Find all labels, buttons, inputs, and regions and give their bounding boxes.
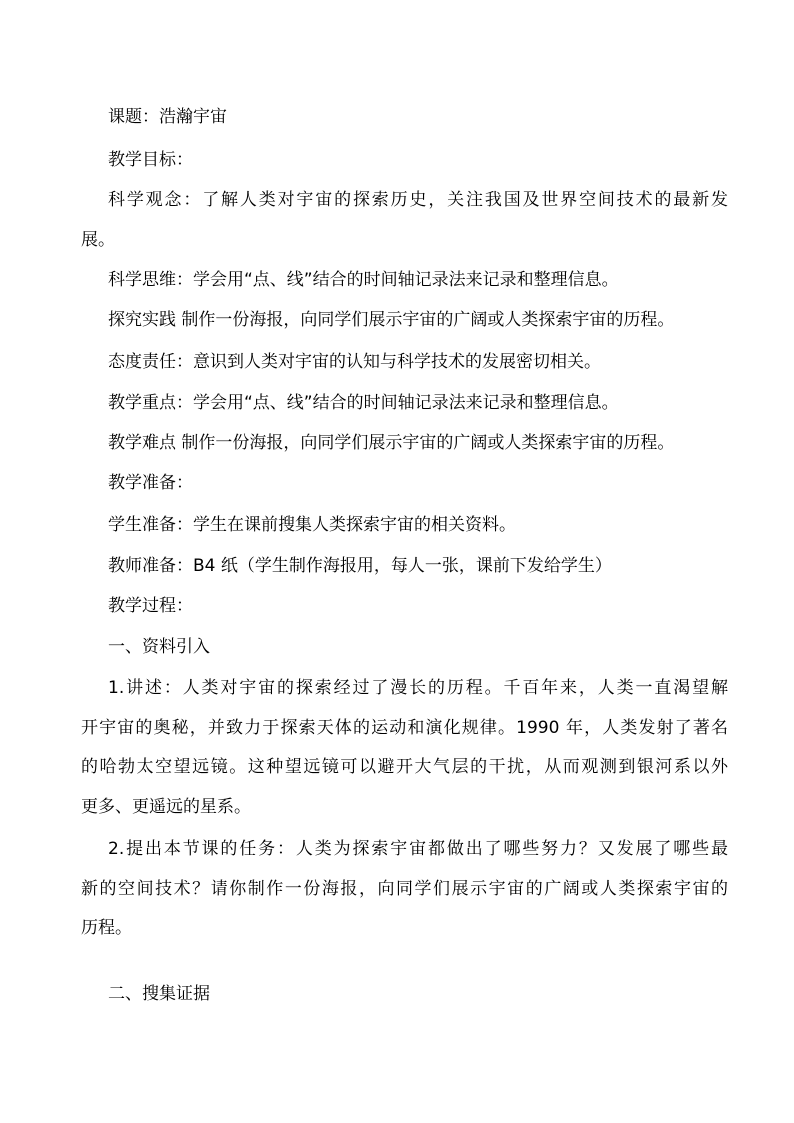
lesson-title: 课题：浩瀚宇宙: [108, 107, 227, 127]
process-heading: 教学过程：: [108, 596, 193, 616]
item-2-line-1: 2.提出本节课的任务：人类为探索宇宙都做出了哪些努力？又发展了哪些最: [108, 839, 728, 859]
item-1-line-2: 开宇宙的奥秘，并致力于探索天体的运动和演化规律。1990 年，人类发射了著名: [81, 717, 728, 738]
prep-heading: 教学准备：: [108, 473, 193, 493]
goal-science-line2: 展。: [81, 230, 115, 250]
item-1-line-3: 的哈勃太空望远镜。这种望远镜可以避开大气层的干扰，从而观测到银河系以外: [81, 757, 728, 777]
prep-teacher: 教师准备：B4 纸（学生制作海报用，每人一张，课前下发给学生）: [108, 556, 612, 576]
goal-attitude: 态度责任：意识到人类对宇宙的认知与科学技术的发展密切相关。: [108, 352, 601, 372]
item-2-paragraph: [81, 838, 728, 957]
item-1-line-4: 更多、更遥远的星系。: [81, 796, 251, 817]
goal-practice: 探究实践 制作一份海报，向同学们展示宇宙的广阔或人类探索宇宙的历程。: [108, 310, 675, 330]
goal-science-line1: 科学观念：了解人类对宇宙的探索历史，关注我国及世界空间技术的最新发: [108, 190, 728, 210]
difficulty: 教学难点 制作一份海报，向同学们展示宇宙的广阔或人类探索宇宙的历程。: [108, 433, 675, 453]
key-point: 教学重点：学会用“点、线”结合的时间轴记录法来记录和整理信息。: [108, 393, 619, 413]
section-2-heading: 二、搜集证据: [108, 984, 210, 1004]
goals-heading: 教学目标：: [108, 150, 193, 170]
goal-thinking: 科学思维：学会用“点、线”结合的时间轴记录法来记录和整理信息。: [108, 270, 619, 290]
item-1-line-1: 1.讲述：人类对宇宙的探索经过了漫长的历程。千百年来，人类一直渴望解: [108, 678, 728, 698]
item-2-line-3: 历程。: [81, 918, 132, 938]
section-1-heading: 一、资料引入: [108, 637, 210, 657]
item-2-line-2: 新的空间技术？请你制作一份海报，向同学们展示宇宙的广阔或人类探索宇宙的: [81, 878, 728, 899]
prep-student: 学生准备：学生在课前搜集人类探索宇宙的相关资料。: [108, 515, 516, 535]
item-1-paragraph: [81, 677, 728, 835]
